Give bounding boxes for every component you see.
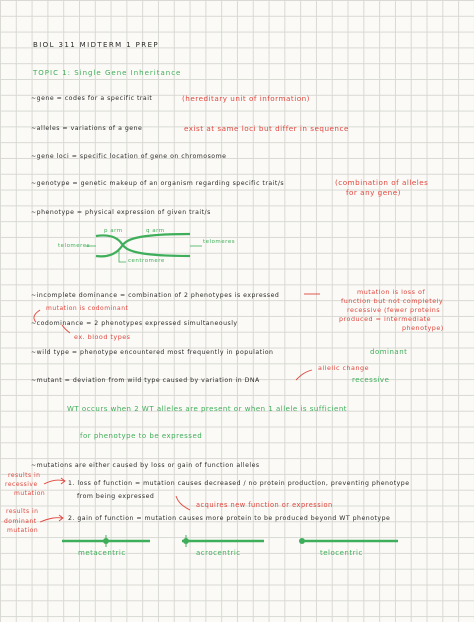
telomere-right-label: telomeres [203,239,236,245]
mutant-note-right: recessive [352,376,390,384]
page-header: BIOL 311 MIDTERM 1 PREP [33,41,160,49]
mutations-definition: ~mutations are either caused by loss or gain of function alleles [31,462,260,469]
telocentric-label: telocentric [320,549,363,557]
p-arm-label: p arm [104,228,123,234]
alleles-note: exist at same loci but differ in sequence [184,124,349,133]
loss-side-note-3: mutation [14,490,46,497]
gain-side-note-3: mutation [7,527,39,534]
mutant-definition: ~mutant = deviation from wild type caused by variation in DNA [31,377,260,384]
loss-side-note-1: results in [8,472,41,479]
wild-type-note: dominant [370,348,408,356]
wt-note-line-2: for phenotype to be expressed [80,432,203,440]
loss-of-function-line-2: from being expressed [77,493,155,500]
phenotype-definition: ~phenotype = physical expression of given trait/s [31,209,211,216]
gain-annotation: acquires new function or expression [196,501,333,509]
gene-loci-definition: ~gene loci = specific location of gene on chromosome [31,153,227,160]
acrocentric-label: acrocentric [196,549,241,557]
topic-title: TOPIC 1: Single Gene Inheritance [33,69,182,77]
mutation-note-4: produced = intermediate [339,315,432,323]
metacentric-label: metacentric [78,549,126,557]
mutation-note-3: recessive (fewer proteins [347,306,441,314]
genotype-note-2: for any gene) [346,188,401,197]
codominance-note: ex. blood types [74,333,131,341]
incomplete-note: mutation is codominant [46,305,129,312]
alleles-definition: ~alleles = variations of a gene [31,125,143,132]
telomere-left-label: telomeres [58,243,91,249]
mutation-note-2: function but not completely [341,297,444,305]
loss-of-function-line-1: 1. loss of function = mutation causes decreased / no protein production, preventing phenotype [68,480,410,487]
q-arm-label: q arm [146,228,165,234]
genotype-definition: ~genotype = genetic makeup of an organism regarding specific trait/s [31,180,285,187]
gene-note: (hereditary unit of information) [182,94,310,103]
wt-note-line-1: WT occurs when 2 WT alleles are present or when 1 allele is sufficient [67,405,348,413]
mutant-note-above: allelic change [318,364,370,372]
gain-side-note-2: dominant [4,518,37,525]
mutation-note-1: mutation is loss of [357,288,426,296]
gene-definition: ~gene = codes for a specific trait [31,95,153,102]
genotype-note-1: (combination of alleles [335,178,429,187]
gain-of-function-line-1: 2. gain of function = mutation causes more protein to be produced beyond WT phenotype [68,515,391,522]
codominance-definition: ~codominance = 2 phenotypes expressed simultaneously [31,320,238,327]
centromere-label: centromere [128,258,165,264]
gain-side-note-1: results in [6,508,39,515]
loss-side-note-2: recessive [5,481,38,488]
mutation-note-5: phenotype) [402,324,444,332]
incomplete-dominance-definition: ~incomplete dominance = combination of 2 phenotypes is expressed [31,292,280,299]
wild-type-definition: ~wild type = phenotype encountered most frequently in population [31,349,274,356]
